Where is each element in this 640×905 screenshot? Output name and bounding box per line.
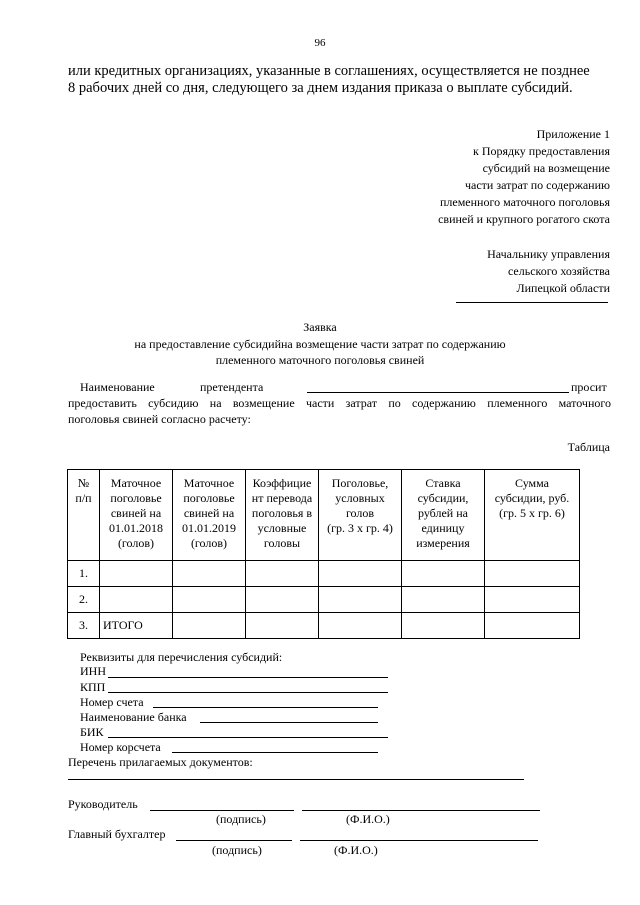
accountant-fio-field[interactable] <box>300 840 538 841</box>
table-cell[interactable] <box>246 587 319 613</box>
applicant-name-line[interactable] <box>307 392 569 393</box>
kpp-field[interactable] <box>108 692 388 693</box>
title-line-2: на предоставление субсидийна возмещение части затрат по содержанию <box>134 337 506 351</box>
table-cell[interactable] <box>319 587 402 613</box>
head-signature-field[interactable] <box>150 810 294 811</box>
bank-label: Наименование банка <box>80 710 187 724</box>
documents-label: Перечень прилагаемых документов: <box>68 755 253 769</box>
table-cell[interactable] <box>100 561 173 587</box>
table-cell[interactable] <box>173 587 246 613</box>
name-label: Наименование <box>80 380 155 394</box>
request-line-2: предоставить субсидию на возмещение части затрат по содержанию племенного маточного <box>68 396 611 410</box>
title-main: Заявка <box>303 320 337 334</box>
header-cell-sum: Сумма субсидии, руб. (гр. 5 х гр. 6) <box>485 470 580 561</box>
table-row <box>68 561 580 587</box>
table-cell[interactable] <box>402 613 485 639</box>
addressee-line: Начальнику управления <box>487 247 610 261</box>
header-cell-coefficient: Коэффицие нт перевода поголовья в условные головы <box>246 470 319 561</box>
table-cell: 3. <box>68 613 100 639</box>
inn-label: ИНН <box>80 664 106 678</box>
table-row-total <box>68 613 580 639</box>
table-cell[interactable] <box>173 561 246 587</box>
account-field[interactable] <box>153 707 378 708</box>
head-fio-field[interactable] <box>302 810 540 811</box>
addressee-line: Липецкой области <box>516 281 610 295</box>
asks-label: просит <box>571 380 607 394</box>
table-cell[interactable] <box>246 561 319 587</box>
corr-account-label: Номер корсчета <box>80 740 161 754</box>
accountant-signature-field[interactable] <box>176 840 292 841</box>
corr-account-field[interactable] <box>172 752 378 753</box>
intro-line-2: 8 рабочих дней со дня, следующего за днем издания приказа о выплате субсидий. <box>68 80 573 96</box>
header-cell-2019: Маточное поголовье свиней на 01.01.2019 (голов) <box>173 470 246 561</box>
table-row <box>68 587 580 613</box>
appendix-line: свиней и крупного рогатого скота <box>438 212 610 226</box>
intro-line-1: или кредитных организациях, указанные в соглашениях, осуществляется не позднее <box>68 63 590 79</box>
addressee-signature-line <box>456 302 608 303</box>
accountant-sign-hint: (подпись) <box>212 843 262 857</box>
appendix-line: части затрат по содержанию <box>464 178 610 192</box>
header-cell-number: № п/п <box>68 470 100 561</box>
addressee-block <box>487 246 610 297</box>
table-cell[interactable] <box>319 613 402 639</box>
head-label: Руководитель <box>68 797 138 811</box>
header-cell-conditional-heads: Поголовье, условных голов (гр. 3 х гр. 4) <box>319 470 402 561</box>
table-cell[interactable] <box>485 561 580 587</box>
requisites-title: Реквизиты для перечисления субсидий: <box>80 650 283 664</box>
table-cell: 1. <box>68 561 100 587</box>
bank-field[interactable] <box>200 722 378 723</box>
table-cell[interactable] <box>319 561 402 587</box>
table-cell[interactable] <box>173 613 246 639</box>
table-cell: 2. <box>68 587 100 613</box>
header-cell-2018: Маточное поголовье свиней на 01.01.2018 (голов) <box>100 470 173 561</box>
subsidy-table <box>67 469 580 639</box>
inn-field[interactable] <box>108 677 388 678</box>
request-line-3: поголовья свиней согласно расчету: <box>68 412 251 426</box>
bik-field[interactable] <box>108 737 388 738</box>
addressee-line: сельского хозяйства <box>507 264 610 278</box>
table-caption: Таблица <box>567 440 610 454</box>
table-cell[interactable] <box>485 613 580 639</box>
accountant-label: Главный бухгалтер <box>68 827 166 841</box>
table-cell[interactable] <box>402 561 485 587</box>
head-sign-hint: (подпись) <box>216 812 266 826</box>
appendix-line: племенного маточного поголовья <box>439 195 610 209</box>
documents-field[interactable] <box>68 779 524 780</box>
table-cell-total-label: ИТОГО <box>100 613 173 639</box>
appendix-line: Приложение 1 <box>536 127 610 141</box>
appendix-line: к Порядку предоставления <box>472 144 610 158</box>
accountant-fio-hint: (Ф.И.О.) <box>334 843 378 857</box>
table-cell[interactable] <box>246 613 319 639</box>
table-cell[interactable] <box>485 587 580 613</box>
applicant-label: претендента <box>200 380 264 394</box>
table-header-row <box>68 470 580 561</box>
appendix-block <box>438 126 610 228</box>
page-number: 96 <box>314 37 326 49</box>
appendix-line: субсидий на возмещение <box>482 161 610 175</box>
title-line-3: племенного маточного поголовья свиней <box>215 353 425 367</box>
header-cell-rate: Ставка субсидии, рублей на единицу измерения <box>402 470 485 561</box>
kpp-label: КПП <box>80 680 106 694</box>
bik-label: БИК <box>80 725 104 739</box>
account-label: Номер счета <box>80 695 144 709</box>
table-cell[interactable] <box>100 587 173 613</box>
table-cell[interactable] <box>402 587 485 613</box>
head-fio-hint: (Ф.И.О.) <box>346 812 390 826</box>
